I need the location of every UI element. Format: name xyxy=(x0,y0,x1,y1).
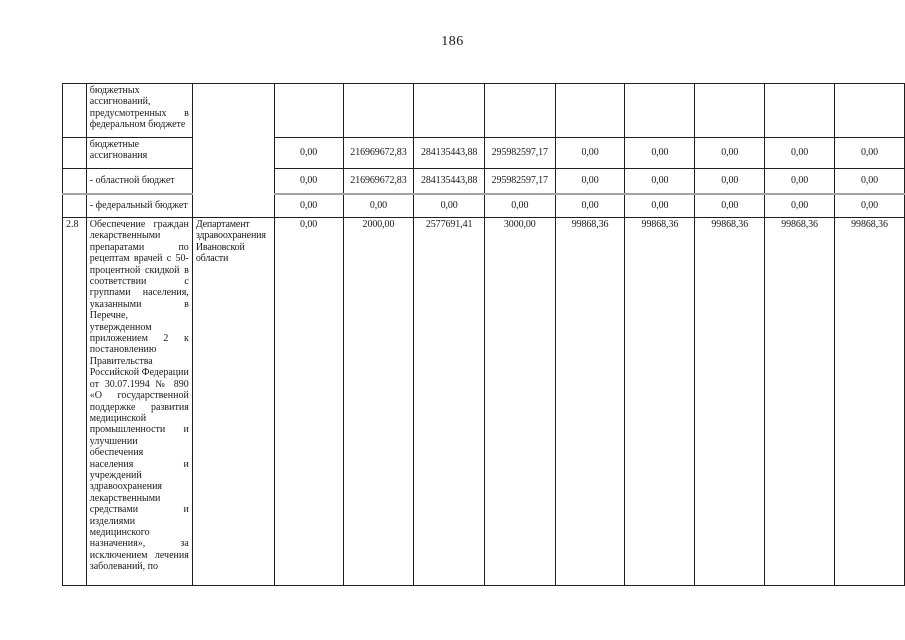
table-row xyxy=(63,194,905,218)
row-number-cell xyxy=(63,138,87,169)
table-row xyxy=(63,169,905,194)
value-cell xyxy=(343,84,414,138)
executor-cell: Департамент здравоохранения Ивановской области xyxy=(192,218,274,586)
value-cell: 0,00 xyxy=(555,194,625,218)
value-cell: 295982597,17 xyxy=(484,169,555,194)
page-number: 186 xyxy=(441,34,464,49)
row-name-cell: - федеральный бюджет xyxy=(86,194,192,218)
value-cell xyxy=(484,84,555,138)
value-cell: 0,00 xyxy=(695,169,765,194)
row-number-cell: 2.8 xyxy=(63,218,87,586)
row-number-cell xyxy=(63,84,87,138)
value-cell: 99868,36 xyxy=(835,218,905,586)
value-cell: 99868,36 xyxy=(555,218,625,586)
value-cell: 0,00 xyxy=(835,169,905,194)
budget-table-body xyxy=(63,84,905,586)
row-number-cell xyxy=(63,169,87,194)
executor-cell xyxy=(192,84,274,218)
value-cell xyxy=(695,84,765,138)
value-cell: 0,00 xyxy=(274,138,343,169)
value-cell: 0,00 xyxy=(555,138,625,169)
row-name-cell: - областной бюджет xyxy=(86,169,192,194)
row-name-cell: бюджетные ассигнования xyxy=(86,138,192,169)
value-cell: 216969672,83 xyxy=(343,138,414,169)
row-name-cell: бюджетных ассигнований, предусмотренных в федеральном бюджете xyxy=(86,84,192,138)
table-row xyxy=(63,138,905,169)
value-cell: 3000,00 xyxy=(484,218,555,586)
value-cell: 0,00 xyxy=(414,194,485,218)
table-row xyxy=(63,84,905,138)
value-cell: 0,00 xyxy=(765,138,835,169)
value-cell: 284135443,88 xyxy=(414,169,485,194)
value-cell: 0,00 xyxy=(625,138,695,169)
value-cell: 295982597,17 xyxy=(484,138,555,169)
value-cell xyxy=(835,84,905,138)
value-cell xyxy=(765,84,835,138)
value-cell xyxy=(414,84,485,138)
value-cell: 99868,36 xyxy=(695,218,765,586)
value-cell: 0,00 xyxy=(835,138,905,169)
value-cell: 0,00 xyxy=(555,169,625,194)
value-cell: 0,00 xyxy=(765,169,835,194)
value-cell: 0,00 xyxy=(484,194,555,218)
value-cell: 216969672,83 xyxy=(343,169,414,194)
budget-table xyxy=(62,83,905,586)
value-cell xyxy=(625,84,695,138)
value-cell xyxy=(274,84,343,138)
value-cell: 0,00 xyxy=(274,194,343,218)
value-cell: 0,00 xyxy=(765,194,835,218)
value-cell xyxy=(555,84,625,138)
value-cell: 99868,36 xyxy=(625,218,695,586)
value-cell: 0,00 xyxy=(835,194,905,218)
value-cell: 0,00 xyxy=(695,138,765,169)
value-cell: 0,00 xyxy=(695,194,765,218)
value-cell: 2000,00 xyxy=(343,218,414,586)
value-cell: 0,00 xyxy=(625,169,695,194)
row-name-cell: Обеспечение граждан лекарственными препаратами по рецептам врачей с 50-процентной скидкой в соответствии с группами населения, указанными в Перечне, утвержденном приложением 2 к постановлению Правительства Российской Федерации от 30.07.1994 № 890 «О государственной поддержке развития медицинской промышленности и улучшении обеспечения населения и учреждений здравоохранения лекарственными средствами и изделиями медицинского назначения», за исключением лечения заболеваний, по xyxy=(86,218,192,586)
value-cell: 0,00 xyxy=(625,194,695,218)
value-cell: 284135443,88 xyxy=(414,138,485,169)
value-cell: 0,00 xyxy=(343,194,414,218)
table-row xyxy=(63,218,905,586)
row-number-cell xyxy=(63,194,87,218)
value-cell: 99868,36 xyxy=(765,218,835,586)
value-cell: 0,00 xyxy=(274,218,343,586)
value-cell: 0,00 xyxy=(274,169,343,194)
value-cell: 2577691,41 xyxy=(414,218,485,586)
